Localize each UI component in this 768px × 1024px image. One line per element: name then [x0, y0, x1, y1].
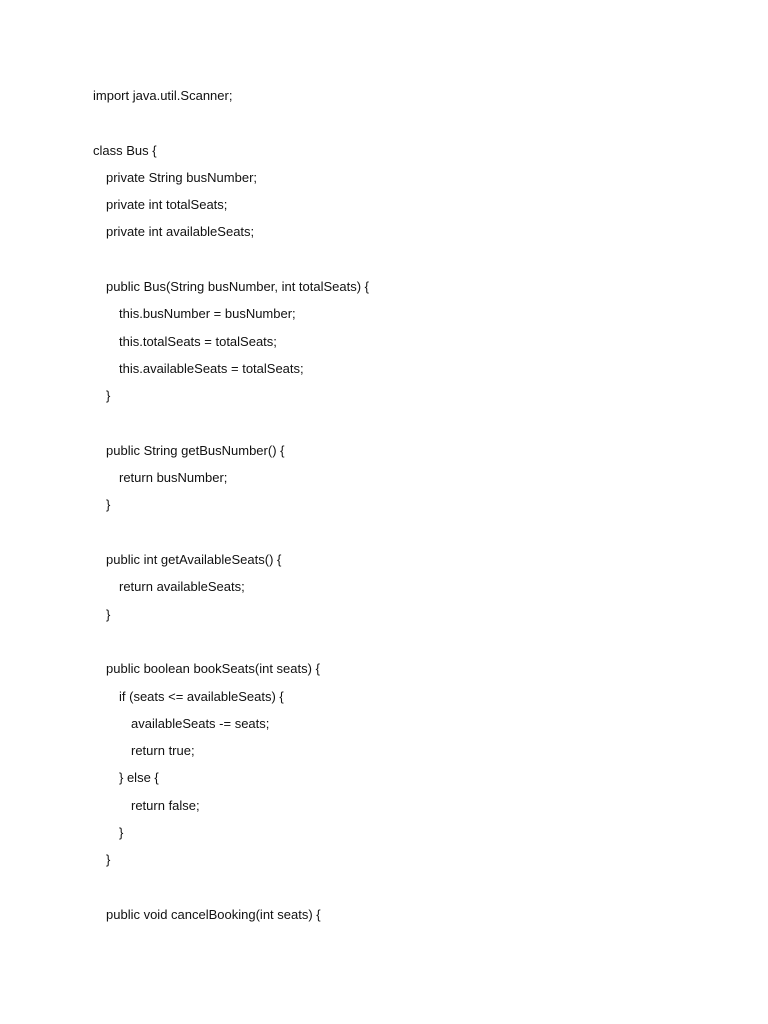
code-line: public Bus(String busNumber, int totalSeats) {: [106, 279, 370, 295]
code-line: }: [106, 852, 111, 868]
code-line: }: [106, 606, 111, 622]
code-line: this.availableSeats = totalSeats;: [119, 360, 304, 376]
blank-line: [93, 519, 369, 546]
code-line: public String getBusNumber() {: [106, 442, 285, 458]
code-line: public void cancelBooking(int seats) {: [106, 906, 321, 922]
code-line: class Bus {: [93, 142, 157, 158]
blank-line: [93, 628, 369, 655]
blank-line: [93, 874, 369, 901]
code-line: return true;: [131, 743, 195, 759]
code-line: private int totalSeats;: [106, 197, 228, 213]
code-line: this.busNumber = busNumber;: [119, 306, 296, 322]
code-line: public boolean bookSeats(int seats) {: [106, 661, 320, 677]
code-line: } else {: [119, 770, 159, 786]
blank-line: [93, 410, 369, 437]
code-line: import java.util.Scanner;: [93, 88, 233, 103]
code-line: return busNumber;: [119, 470, 228, 486]
blank-line: [93, 109, 369, 136]
code-line: }: [119, 825, 124, 841]
code-line: return availableSeats;: [119, 579, 245, 595]
code-listing: [93, 82, 369, 928]
blank-line: [93, 246, 369, 273]
code-line: this.totalSeats = totalSeats;: [119, 333, 277, 349]
code-line: }: [106, 497, 111, 513]
code-line: if (seats <= availableSeats) {: [119, 688, 284, 704]
code-line: private String busNumber;: [106, 169, 258, 185]
code-line: availableSeats -= seats;: [131, 715, 270, 731]
code-line: private int availableSeats;: [106, 224, 255, 240]
code-line: public int getAvailableSeats() {: [106, 552, 282, 568]
code-line: }: [106, 388, 111, 404]
code-line: return false;: [131, 797, 200, 813]
